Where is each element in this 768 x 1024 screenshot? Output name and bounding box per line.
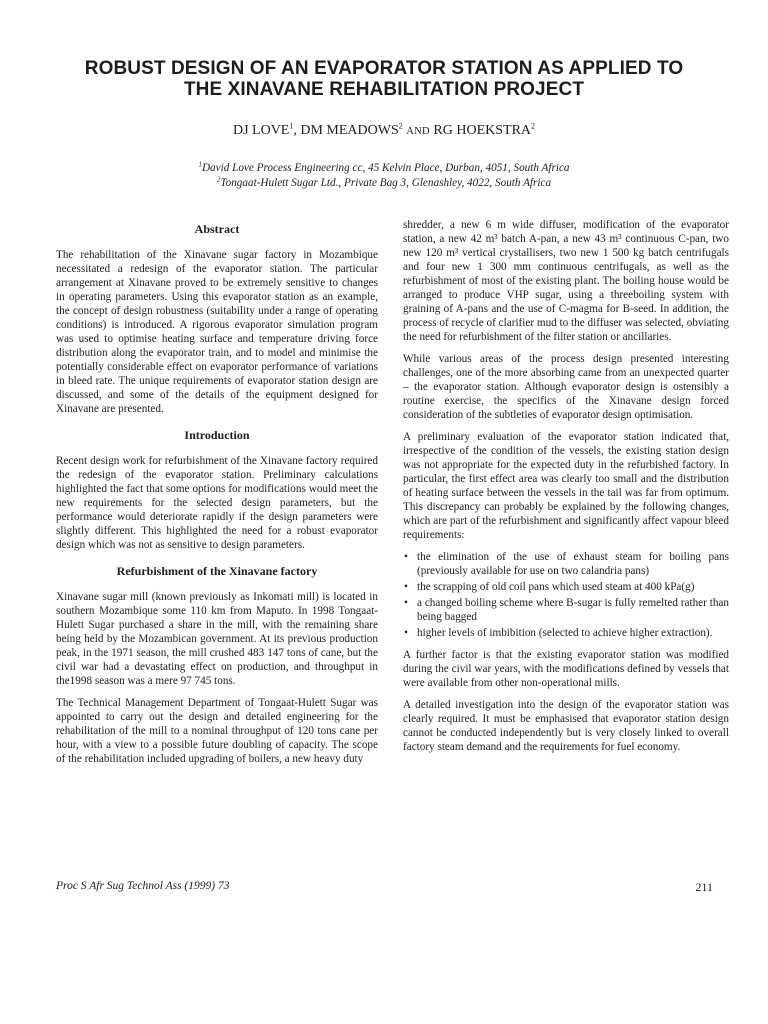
- affiliation-1: [0, 161, 768, 176]
- list-item: [403, 596, 729, 624]
- title-line-2: THE XINAVANE REHABILITATION PROJECT: [183, 79, 585, 100]
- abstract-text: The rehabilitation of the Xinavane sugar factory in Mozambique necessitated a redesign of the evaporator station. The particular arrangement at Xinavane proved to be extremely sensitive to changes in operating parameters. Using this evaporator station as an example, the concept of design robustness (suitability under a range of operating conditions) is introduced. A rigorous evaporator simulation program was used to optimise heating surface and temperature driving force distribution along the evaporator train, and to model and minimise the potentially considerable effect on evaporator performance of variations in bleed rate. The unique requirements of evaporator station design are discussed, and some of the details of the equipment designed for Xinavane are presented.: [56, 249, 378, 415]
- bullet-icon: •: [404, 597, 408, 609]
- author-3-affil: 2: [531, 121, 536, 131]
- affiliation-1-text: David Love Process Engineering cc, 45 Kelvin Place, Durban, 4051, South Africa: [201, 162, 570, 174]
- bullet-icon: •: [404, 551, 408, 563]
- affiliation-2-marker: 2: [216, 175, 221, 184]
- author-3: RG HOEKSTRA: [433, 123, 532, 138]
- affiliations: [0, 161, 768, 191]
- right-paragraph-5: A detailed investigation into the design of the evaporator station was clearly required. It must be emphasised that evaporator station design cannot be conducted independently but is very closely linked to overall factory steam demand and the requirements for fuel economy.: [403, 699, 729, 753]
- refurbishment-paragraph-2: The Technical Management Department of Tongaat-Hulett Sugar was appointed to carry out the design and detailed engineering for the rehabilitation of the mill to a nominal throughput of 120 tons cane per hour, with a view to a possible future doubling of capacity. The scope of the rehabilitation included upgrading of boilers, a new heavy duty: [56, 697, 378, 765]
- author-list: [0, 123, 768, 139]
- paper-title: [50, 58, 718, 100]
- right-paragraph-4: A further factor is that the existing evaporator station was modified during the civil war years, with the modifications defined by vessels that were available from other non-operational mills.: [403, 649, 729, 689]
- introduction-text: Recent design work for refurbishment of the Xinavane factory required the redesign of the evaporator station. Preliminary calculations highlighted the fact that some options for modifications would meet the new requirements for the selected design parameters, but the performance would deteriorate rapidly if the design parameters were slightly different. This highlighted the need for a robust evaporator design which was not as sensitive to design parameters.: [56, 455, 378, 551]
- list-item-text: a changed boiling scheme where B-sugar is fully remelted rather than being bagged: [417, 597, 729, 623]
- abstract-heading: Abstract: [194, 222, 240, 236]
- right-paragraph-3: A preliminary evaluation of the evaporator station indicated that, irrespective of the condition of the vessels, the existing station design was not appropriate for the expected duty in the refurbished factory. In particular, the first effect area was clearly too small and the distribution of heating surface between the vessels in the tail was far from optimum. This discrepancy can probably be explained by the following changes, which are part of the refurbishment and significantly affect vapour bleed requirements:: [403, 431, 729, 541]
- introduction-heading: Introduction: [184, 428, 250, 442]
- refurbishment-paragraph-1: Xinavane sugar mill (known previously as Inkomati mill) is located in southern Mozambique some 110 km from Maputo. In 1998 Tongaat-Hulett Sugar purchased a share in the mill, with the remaining share being held by the Mozambican government. At its previous production peak, in the 1971 season, the mill crushed 483 147 tons of cane, but the civil war had a devastating effect on production, and throughput in the1998 season was a mere 97 745 tons.: [56, 591, 378, 687]
- author-1-affil: 1: [289, 121, 294, 131]
- list-item-text: higher levels of imbibition (selected to achieve higher extraction).: [417, 627, 713, 639]
- author-1: DJ LOVE: [232, 123, 290, 138]
- list-item: [403, 580, 729, 594]
- list-item: [403, 550, 729, 578]
- author-and: AND: [406, 126, 430, 137]
- author-2: DM MEADOWS: [300, 123, 399, 138]
- journal-citation: Proc S Afr Sug Technol Ass (1999) 73: [56, 880, 230, 892]
- bullet-icon: •: [404, 581, 408, 593]
- bleed-change-list: [403, 550, 729, 640]
- list-item: [403, 626, 729, 640]
- bullet-icon: •: [404, 627, 408, 639]
- list-item-text: the elimination of the use of exhaust steam for boiling pans (previously available for use on two calandria pans): [417, 551, 729, 577]
- affiliation-2: [0, 176, 768, 191]
- author-separator: ,: [293, 123, 301, 138]
- right-paragraph-2: While various areas of the process design presented interesting challenges, one of the more absorbing came from an unexpected quarter – the evaporator station. Although evaporator design is ostensibly a routine exercise, the specifics of the Xinavane design forced consideration of the subtleties of evaporator design optimisation.: [403, 353, 729, 421]
- left-column: [56, 222, 378, 774]
- list-item-text: the scrapping of old coil pans which used steam at 400 kPa(g): [417, 581, 695, 593]
- affiliation-2-text: Tongaat-Hulett Sugar Ltd., Private Bag 3, Glenashley, 4022, South Africa: [220, 177, 552, 189]
- right-paragraph-1: shredder, a new 6 m wide diffuser, modification of the evaporator station, a new 42 m³ batch A-pan, a new 43 m³ continuous C-pan, two new 120 m³ vertical crystallisers, two new 1 500 kg batch centrifugals and four new 1 300 mm continuous centrifugals, as well as the refurbishment of most of the existing plant. The boiling house would be arranged to produce VHP sugar, using a threeboiling system with graining of A-pans and the use of C-magma for B-seed. In addition, the process of recycle of clarifier mud to the diffuser was selected, obviating the need for refurbishment of the filter station or ancillaries.: [403, 219, 729, 343]
- refurbishment-heading: Refurbishment of the Xinavane factory: [116, 564, 318, 578]
- right-column: [403, 218, 729, 762]
- affiliation-1-marker: 1: [198, 160, 202, 169]
- page-number: 211: [695, 880, 713, 894]
- title-line-1: ROBUST DESIGN OF AN EVAPORATOR STATION AS APPLIED TO: [84, 58, 684, 79]
- author-2-affil: 2: [398, 121, 403, 131]
